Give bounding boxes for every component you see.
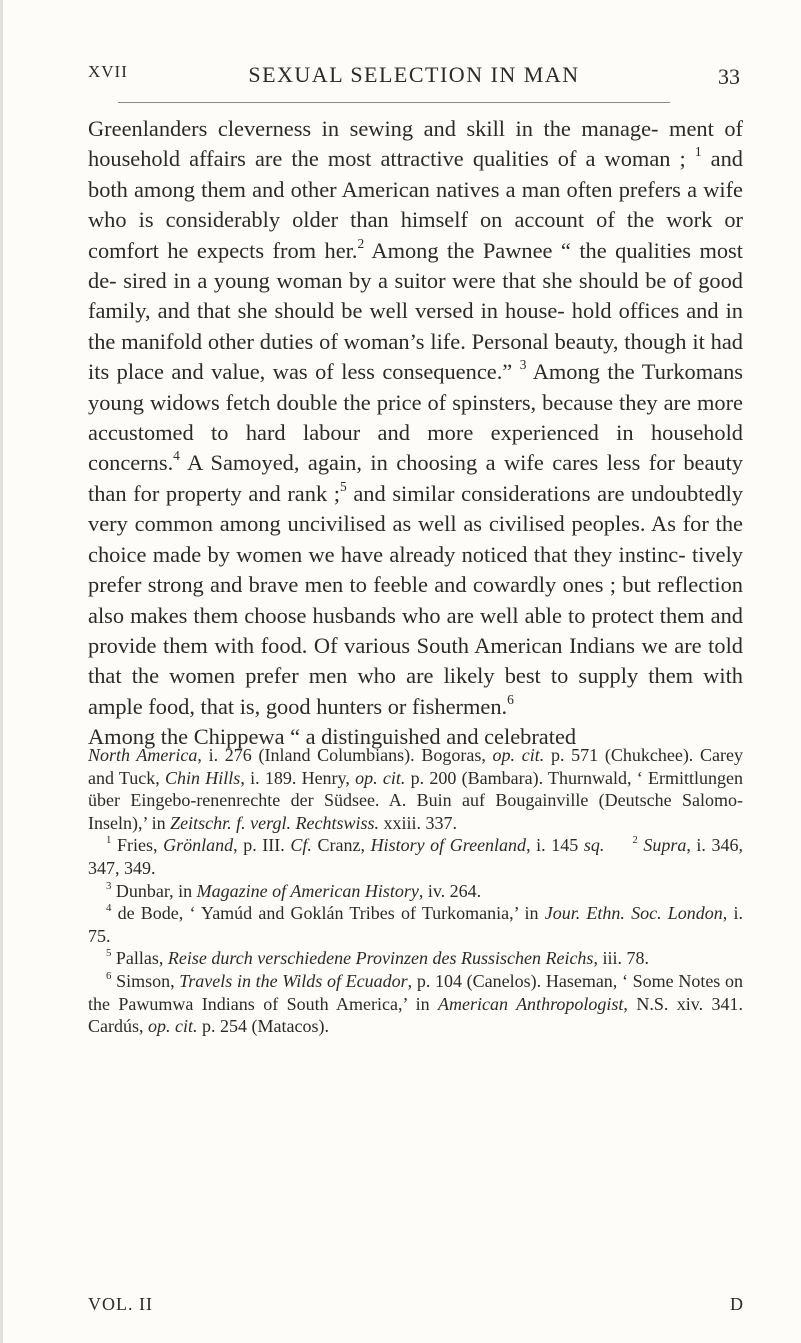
text-line: them with ample food, that is, good hunters or fishermen. bbox=[88, 663, 743, 719]
text-line: Among the Pawnee “ the qualities most de- bbox=[88, 237, 743, 294]
footnote-ref: 6 bbox=[507, 691, 514, 707]
header-rule bbox=[118, 102, 670, 103]
text-line: of a woman ; bbox=[557, 146, 695, 172]
text-line: and both among them and other American bbox=[88, 146, 743, 202]
footnote-ref: 4 bbox=[173, 448, 180, 464]
text-line: made by women we have already noticed that they instinc- bbox=[152, 541, 686, 567]
text-line: food. Of various South American Indians we are told bbox=[260, 632, 743, 658]
text-line: uncivilised as well as civilised peoples. As for the choice bbox=[88, 511, 743, 567]
text-line: Among the Chippewa “ a distinguished and celebrated bbox=[88, 724, 577, 750]
footnote-3: $^3$ Dunbar, in Magazine of American History, iv. 264. bbox=[106, 879, 482, 901]
text-line: sired in a young woman by a suitor were that she should be bbox=[123, 268, 667, 294]
page-edge bbox=[0, 0, 3, 1343]
volume-mark: VOL. II bbox=[88, 1294, 153, 1314]
text-line: and bbox=[346, 480, 386, 506]
footnote-ref: 1 bbox=[694, 144, 702, 160]
chapter-number: XVII bbox=[88, 62, 128, 81]
footnote-ref: 2 bbox=[357, 235, 365, 251]
footnotes bbox=[88, 744, 743, 1038]
main-text bbox=[88, 114, 743, 753]
text-line: that the women prefer men who are likely best to supply bbox=[88, 663, 639, 689]
text-line: was of less consequence.” bbox=[272, 359, 520, 385]
page-footer bbox=[88, 1294, 743, 1315]
text-line: hold offices and in the manifold other duties of woman’s bbox=[88, 298, 744, 354]
footnote-ref: 3 bbox=[519, 357, 527, 373]
text-line: from her. bbox=[272, 237, 358, 263]
footnote-6: $^6$ Simson, Travels in the Wilds of Ecuador, p. 104 (Canelos). Haseman, ‘ Some Notes on the Pawumwa Indians of South America,’ in American Anthropologist, N.S. xiv. 341. Cardús, op. cit. p. 254 (Matacos). bbox=[88, 969, 744, 1037]
text-line: similar considerations are undoubtedly very common among bbox=[88, 480, 743, 537]
text-line: A Samoyed, again, in choosing a wife bbox=[179, 450, 544, 476]
text-line: tively prefer strong and brave men to feeble and cowardly bbox=[88, 541, 743, 598]
text-line: ment of household affairs are the most attractive qualities bbox=[88, 116, 743, 172]
text-line: than himself on account of the work or comfort he expects bbox=[88, 207, 743, 263]
footnote-2: $^2$ Supra, i. 346, 347, 349. bbox=[88, 834, 744, 878]
text-line: natives a man often prefers a wife who is considerably older bbox=[88, 176, 743, 233]
footnote-1: $^1$ Fries, Grönland, p. III. Cf. Cranz, History of Greenland, i. 145 sq. $^2$ Supra, i. 346, 347, 349. bbox=[88, 834, 744, 878]
text-line: of good family, and that she should be well versed in house- bbox=[88, 268, 743, 324]
text-line: Among the Turkomans young bbox=[88, 359, 744, 415]
text-line: cares less for beauty than for property and rank ; bbox=[88, 450, 743, 506]
text-line: ones ; but reflection also makes them choose husbands bbox=[88, 572, 743, 628]
running-title: SEXUAL SELECTION IN MAN bbox=[248, 62, 580, 87]
text-line: Greenlanders cleverness in sewing and skill in the manage- bbox=[88, 116, 659, 141]
signature-mark: D bbox=[730, 1294, 743, 1314]
text-line: more accustomed to hard labour and more experienced in bbox=[88, 389, 743, 446]
page-number: 33 bbox=[718, 64, 740, 89]
footnote-5: $^5$ Pallas, Reise durch verschiedene Provinzen des Russischen Reichs, iii. 78. bbox=[106, 947, 649, 969]
main-paragraph bbox=[88, 114, 743, 753]
text-line: life. Personal beauty, though it had its place and value, bbox=[88, 328, 743, 385]
footnote-4: $^4$ de Bode, ‘ Yamúd and Goklán Tribes of Turkomania,’ in Jour. Ethn. Soc. London, i. 75. bbox=[88, 902, 743, 946]
footnote-ref: 5 bbox=[339, 478, 347, 494]
text-line: household concerns. bbox=[88, 420, 743, 476]
footnote-continuation: North America, i. 276 (Inland Columbians). Bogoras, op. cit. p. 571 (Chukchee). Carey and Tuck, Chin Hills, i. 189. Henry, op. cit. p. 200 (Bambara). Thurnwald, ‘ Ermittlungen über Eingebo-renenrechte der Südsee. A. Buin auf Bougainville (Deutsche Salomo-Inseln),’ in Zeitschr. f. vergl. Rechtswiss. xxiii. 337. bbox=[88, 745, 743, 833]
text-line: widows fetch double the price of spinsters, because they are bbox=[150, 389, 691, 415]
running-header bbox=[88, 62, 740, 94]
text-line: who are well able to protect them and provide them with bbox=[88, 602, 743, 658]
